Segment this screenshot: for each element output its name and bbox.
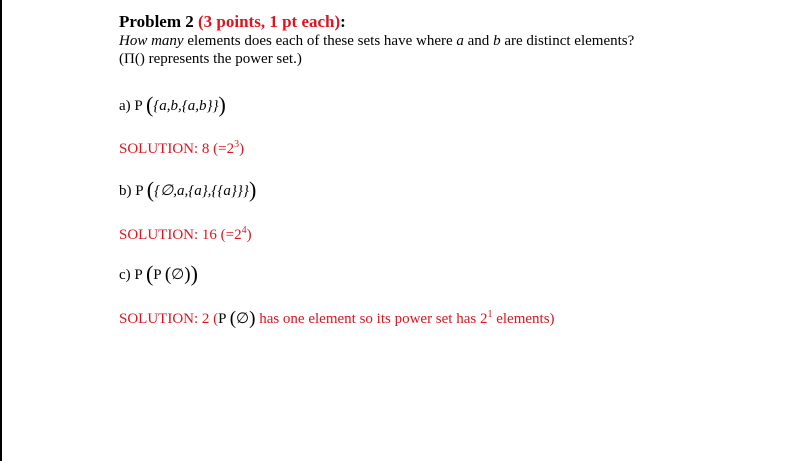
problem-c-powerset-symbol: P — [134, 267, 143, 283]
problem-b: b) P ({∅,a,{a},{{a}}}) — [119, 177, 257, 202]
solution-a-end: ) — [239, 141, 245, 157]
var-b: b — [493, 33, 501, 49]
var-a: a — [456, 33, 464, 49]
problem-c-inner-powerset-symbol: P — [153, 267, 162, 283]
solution-b-exponent: 4 — [241, 225, 247, 236]
problem-b-powerset-symbol: P — [135, 183, 144, 199]
title-label: Problem 2 — [119, 12, 194, 31]
problem-a-powerset-symbol: P — [134, 98, 143, 114]
prompt-italic: How many — [119, 33, 184, 49]
solution-b-text: SOLUTION: 16 (=2 — [119, 227, 242, 243]
prompt-end: are distinct elements? — [500, 33, 635, 49]
solution-b — [119, 226, 252, 244]
solution-a-exponent: 3 — [234, 139, 240, 150]
page-left-border — [0, 0, 2, 461]
problem-b-label: b) — [119, 183, 132, 199]
problem-prompt — [119, 32, 779, 50]
problem-b-expr: {∅,a,{a},{{a}}} — [154, 183, 249, 199]
solution-c-exponent: 1 — [487, 309, 493, 320]
solution-c-empty-set: ∅ — [236, 311, 250, 327]
solution-c-text-end: elements) — [492, 311, 555, 327]
power-set-note: (Π() represents the power set.) — [119, 51, 302, 67]
problem-a: a) P ({a,b,{a,b}}) — [119, 92, 226, 117]
problem-a-expr: {a,b,{a,b}} — [153, 98, 219, 114]
document-body — [119, 12, 779, 329]
solution-c-text-mid: has one element so its power set has 2 — [255, 311, 488, 327]
solution-c-powerset-symbol: P — [218, 311, 226, 327]
problem-c-label: c) — [119, 267, 131, 283]
problem-c-expr: ∅ — [171, 267, 185, 283]
problem-title — [119, 12, 779, 32]
problem-c: c) P (P (∅)) — [119, 261, 198, 286]
title-points: (3 points, 1 pt each) — [198, 12, 341, 31]
title-colon: : — [340, 12, 346, 31]
solution-a-text: SOLUTION: 8 (=2 — [119, 141, 235, 157]
solution-a — [119, 140, 244, 158]
solution-c: SOLUTION: 2 (P (∅) has one element so its power set has $2^1$ elements) — [119, 308, 555, 329]
problem-a-label: a) — [119, 98, 131, 114]
solution-c-text-start: SOLUTION: 2 ( — [119, 311, 219, 327]
prompt-and: and — [463, 33, 494, 49]
solution-b-end: ) — [246, 227, 252, 243]
prompt-mid1: elements does each of these sets have where — [183, 33, 457, 49]
